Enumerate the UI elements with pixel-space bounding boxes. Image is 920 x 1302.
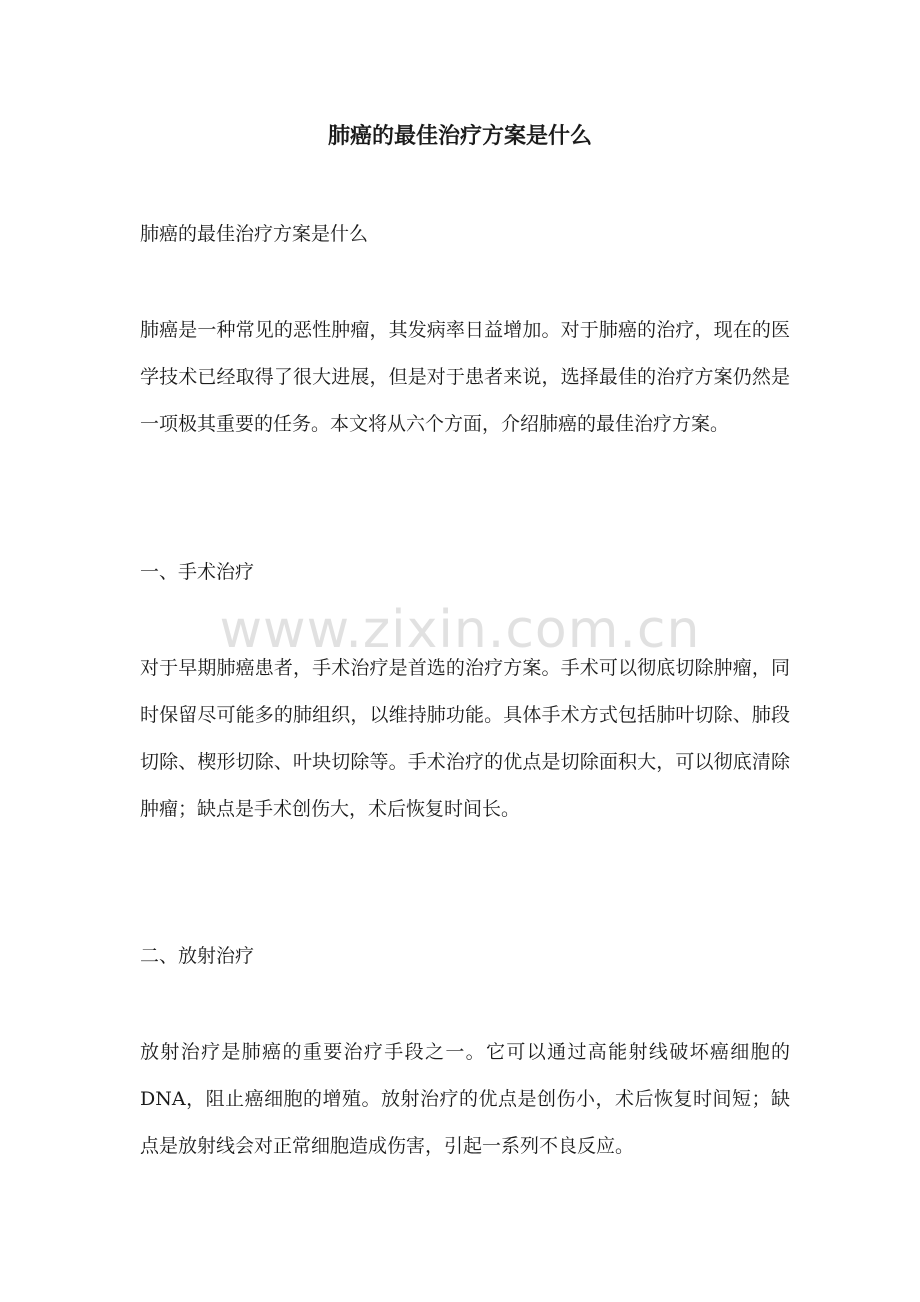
section-body-surgery: 对于早期肺癌患者，手术治疗是首选的治疗方案。手术可以彻底切除肿瘤，同时保留尽可能多的肺组织，以维持肺功能。具体手术方式包括肺叶切除、肺段切除、楔形切除、叶块切除等。手术治疗的优点是切除面积大，可以彻底清除肿瘤；缺点是手术创伤大，术后恢复时间长。 [140,657,790,820]
section-heading-radiotherapy: 二、放射治疗 [140,945,255,967]
document-title: 肺癌的最佳治疗方案是什么 [327,123,592,149]
section-body-radiotherapy: 放射治疗是肺癌的重要治疗手段之一。它可以通过高能射线破坏癌细胞的DNA，阻止癌细胞的增殖。放射治疗的优点是创伤小，术后恢复时间短；缺点是放射线会对正常细胞造成伤害，引起一系列不良反应。 [140,1041,790,1157]
watermark-text: www.zixin.com.cn [219,600,701,660]
intro-paragraph: 肺癌是一种常见的恶性肿瘤，其发病率日益增加。对于肺癌的治疗，现在的医学技术已经取得了很大进展，但是对于患者来说，选择最佳的治疗方案仍然是一项极其重要的任务。本文将从六个方面，介绍肺癌的最佳治疗方案。 [140,319,790,435]
section-heading-surgery: 一、手术治疗 [140,561,255,583]
document-subtitle: 肺癌的最佳治疗方案是什么 [140,223,369,245]
